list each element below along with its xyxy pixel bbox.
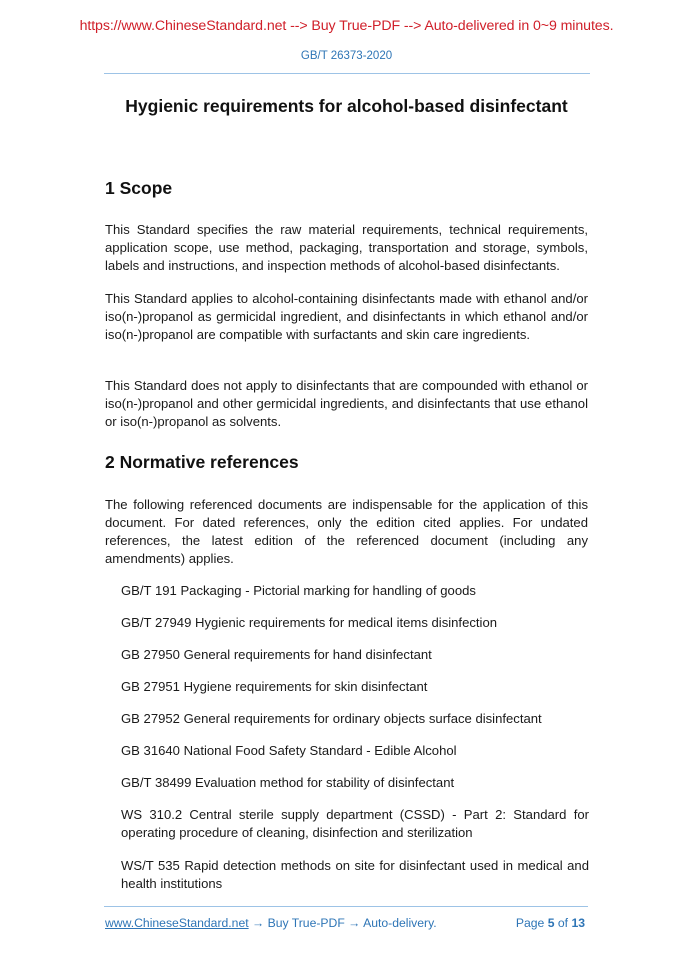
references-intro-paragraph: The following referenced documents are indispensable for the application of this document. For dated references, only the edition cited applies. For undated references, the latest edition of the referenced document (including any amendments) applies. (105, 497, 588, 566)
promo-banner[interactable]: https://www.ChineseStandard.net --> Buy True-PDF --> Auto-delivered in 0~9 minutes. (79, 18, 614, 34)
scope-paragraph-3: This Standard does not apply to disinfectants that are compounded with ethanol or iso(n-)propanol and other germicidal ingredients, and disinfectants that use ethanol or iso(n-)propanol as solvents. (105, 378, 588, 429)
footer-website-link[interactable]: www.ChineseStandard.net (105, 916, 249, 930)
standard-code-header: GB/T 26373-2020 (300, 50, 393, 62)
reference-item: GB 27952 General requirements for ordinary objects surface disinfectant (121, 711, 542, 726)
page-number (516, 916, 585, 930)
page-of-label: of (554, 916, 572, 930)
footer-left (105, 916, 437, 930)
reference-item: WS/T 535 Rapid detection methods on site for disinfectant used in medical and health institutions (121, 858, 589, 891)
page-total: 13 (571, 916, 585, 930)
footer-tagline: → Buy True-PDF → Auto-delivery. (248, 916, 437, 930)
reference-item: GB 31640 National Food Safety Standard - Edible Alcohol (121, 743, 457, 758)
document-title: Hygienic requirements for alcohol-based disinfectant (125, 96, 568, 116)
reference-item: GB/T 191 Packaging - Pictorial marking for handling of goods (121, 583, 476, 598)
reference-item: GB/T 38499 Evaluation method for stability of disinfectant (121, 775, 455, 790)
reference-item: GB 27950 General requirements for hand disinfectant (121, 647, 432, 662)
header-divider (104, 73, 590, 74)
footer-divider (104, 906, 588, 907)
page-label: Page (515, 916, 548, 930)
section-heading-normative-references: 2 Normative references (105, 452, 299, 472)
reference-item: WS 310.2 Central sterile supply department (CSSD) - Part 2: Standard for operating procedure of cleaning, disinfection and sterilization (121, 807, 589, 840)
scope-paragraph-2: This Standard applies to alcohol-containing disinfectants made with ethanol and/or iso(n-)propanol as germicidal ingredient, and disinfectants in which ethanol and/or iso(n-)propanol are compatible with surfactants and skin care ingredients. (105, 291, 588, 342)
section-heading-scope: 1 Scope (105, 178, 173, 198)
scope-paragraph-1: This Standard specifies the raw material requirements, technical requirements, application scope, use method, packaging, transportation and storage, symbols, labels and instructions, and inspection methods of alcohol-based disinfectants. (105, 222, 588, 273)
page-current: 5 (547, 916, 555, 930)
reference-item: GB/T 27949 Hygienic requirements for medical items disinfection (121, 615, 498, 630)
reference-item: GB 27951 Hygiene requirements for skin disinfectant (121, 679, 428, 694)
page-footer (105, 916, 585, 934)
